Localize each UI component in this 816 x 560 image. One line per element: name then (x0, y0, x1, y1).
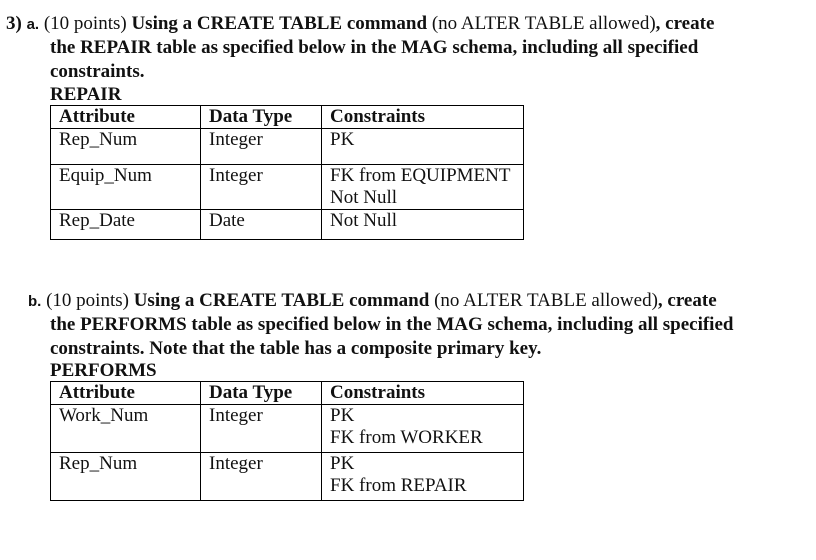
constraint: Not Null (330, 187, 398, 208)
table-row (51, 453, 524, 501)
type-cell: Integer (201, 129, 322, 165)
attribute-cell: Rep_Date (51, 210, 201, 240)
header-attribute: Attribute (51, 382, 201, 405)
attribute-cell: Equip_Num (51, 165, 201, 210)
part-b-instruction-tail: , create (657, 290, 717, 311)
performs-table-name: PERFORMS (50, 360, 157, 381)
part-a-instruction-bold: Using a CREATE TABLE command (131, 13, 428, 34)
header-constraints: Constraints (322, 382, 524, 405)
part-b-instruction-normal: (no ALTER TABLE allowed) (434, 290, 658, 311)
constraints-cell (322, 165, 524, 210)
table-row (51, 165, 524, 210)
constraint: PK (330, 129, 355, 150)
constraint: FK from REPAIR (330, 475, 467, 496)
table-row (51, 210, 524, 240)
attribute-cell: Work_Num (51, 405, 201, 453)
type-cell: Integer (201, 165, 322, 210)
type-cell: Integer (201, 405, 322, 453)
part-b-points: (10 points) (46, 290, 129, 311)
constraints-cell (322, 210, 524, 240)
table-row (51, 405, 524, 453)
constraint: FK from WORKER (330, 427, 483, 448)
constraints-cell (322, 129, 524, 165)
question-b-line2: the PERFORMS table as specified below in the MAG schema, including all specified (50, 314, 734, 335)
attribute-cell: Rep_Num (51, 453, 201, 501)
part-b-letter: b. (28, 293, 42, 310)
header-data-type: Data Type (201, 382, 322, 405)
table-header-row (51, 106, 524, 129)
part-a-instruction-tail: , create (655, 13, 715, 34)
part-a-instruction-normal: (no ALTER TABLE allowed) (431, 13, 656, 34)
constraint: Not Null (330, 210, 398, 231)
attribute-cell: Rep_Num (51, 129, 201, 165)
table-row (51, 129, 524, 165)
question-number: 3) (6, 13, 22, 34)
constraints-cell (322, 405, 524, 453)
repair-table (50, 105, 524, 240)
question-b-line3: constraints. Note that the table has a composite primary key. (50, 338, 542, 359)
constraint: PK (330, 405, 355, 426)
question-b-line1 (28, 289, 717, 313)
constraint: FK from EQUIPMENT (330, 165, 511, 186)
constraint: PK (330, 453, 355, 474)
constraints-cell (322, 453, 524, 501)
header-constraints: Constraints (322, 106, 524, 129)
type-cell: Integer (201, 453, 322, 501)
question-a-line1 (6, 12, 714, 36)
table-header-row (51, 382, 524, 405)
type-cell: Date (201, 210, 322, 240)
part-b-instruction-bold: Using a CREATE TABLE command (133, 290, 430, 311)
part-a-points: (10 points) (43, 13, 127, 34)
question-a-line3: constraints. (50, 61, 145, 82)
header-attribute: Attribute (51, 106, 201, 129)
repair-table-name: REPAIR (50, 84, 122, 105)
header-data-type: Data Type (201, 106, 322, 129)
part-a-letter: a. (26, 16, 40, 33)
performs-table (50, 381, 524, 501)
question-a-line2: the REPAIR table as specified below in the MAG schema, including all specified (50, 37, 699, 58)
